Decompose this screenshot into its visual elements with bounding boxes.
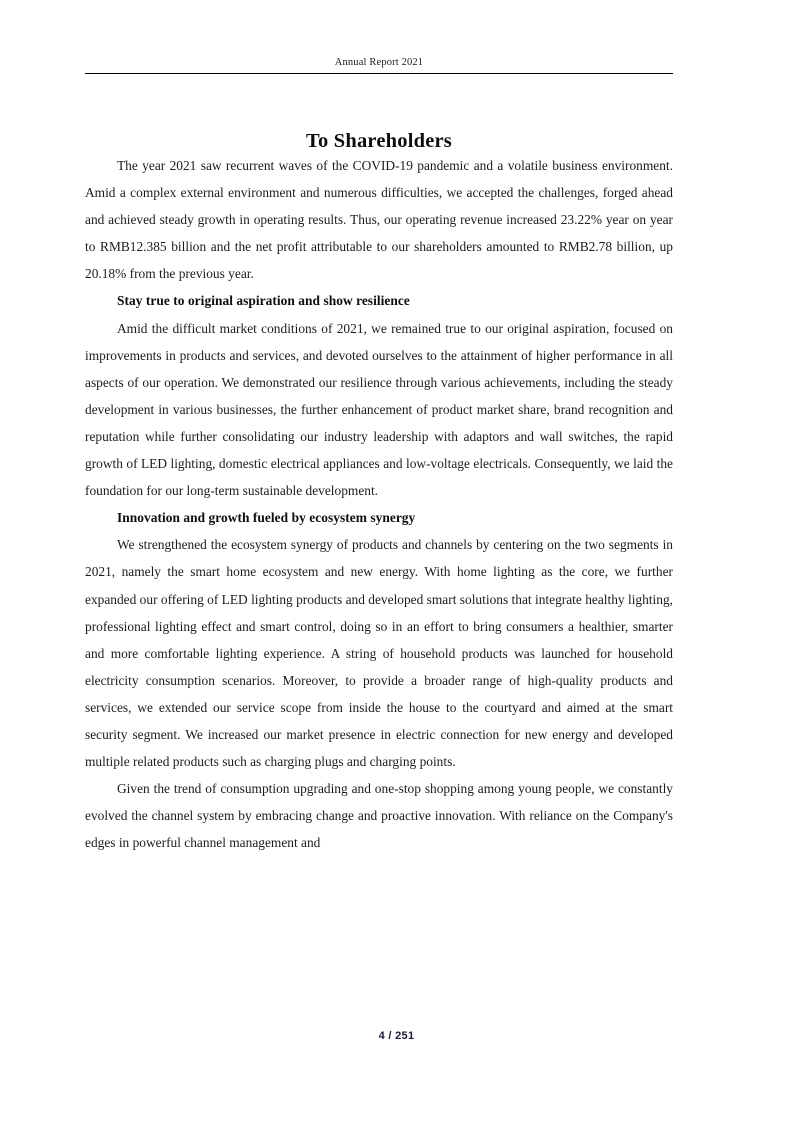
document-body xyxy=(85,152,673,856)
paragraph-opening-results: The year 2021 saw recurrent waves of the COVID-19 pandemic and a volatile business environment. Amid a complex external environment and numerous difficulties, we accepted the challenges, forged ahead and achieved steady growth in operating results. Thus, our operating revenue increased 23.22% year on year to RMB12.385 billion and the net profit attributable to our shareholders amounted to RMB2.78 billion, up 20.18% from the previous year. xyxy=(85,158,673,282)
subheading-innovation-and-growth: Innovation and growth fueled by ecosystem synergy xyxy=(117,510,416,526)
page-running-header xyxy=(85,56,673,70)
paragraph-ecosystem-synergy: We strengthened the ecosystem synergy of products and channels by centering on the two segments in 2021, namely the smart home ecosystem and new energy. With home lighting as the core, we further expanded our offering of LED lighting products and developed smart solutions that integrate healthy lighting, professional lighting effect and smart control, doing so in an effort to bring consumers a healthier, smarter and more comfortable lighting experience. A string of household products was launched for household electricity consumption scenarios. Moreover, to provide a broader range of high-quality products and services, we extended our service scope from inside the house to the courtyard and aimed at the smart security segment. We increased our market presence in electric connection for new energy and developed multiple related products such as charging plugs and charging points. xyxy=(85,537,673,770)
subheading-stay-true-to-original-aspiration: Stay true to original aspiration and show resilience xyxy=(117,293,410,309)
page-footer xyxy=(0,1026,793,1044)
paragraph-resilience: Amid the difficult market conditions of 2021, we remained true to our original aspiration, focused on improvements in products and services, and devoted ourselves to the attainment of higher performance in all aspects of our operation. We demonstrated our resilience through various achievements, including the steady development in various businesses, the further enhancement of product market share, brand recognition and reputation while further consolidating our industry leadership with adaptors and wall switches, the rapid growth of LED lighting, domestic electrical appliances and low-voltage electricals. Consequently, we laid the foundation for our long-term sustainable development. xyxy=(85,320,673,499)
running-header-text: Annual Report 2021 xyxy=(334,57,424,68)
paragraph-channel-system: Given the trend of consumption upgrading and one-stop shopping among young people, we constantly evolved the channel system by embracing change and proactive innovation. With reliance on the Company's edges in powerful channel management and xyxy=(85,781,673,851)
page-title: To Shareholders xyxy=(306,129,452,152)
page-number-indicator: 4 / 251 xyxy=(378,1030,415,1042)
header-divider-rule xyxy=(85,73,673,74)
